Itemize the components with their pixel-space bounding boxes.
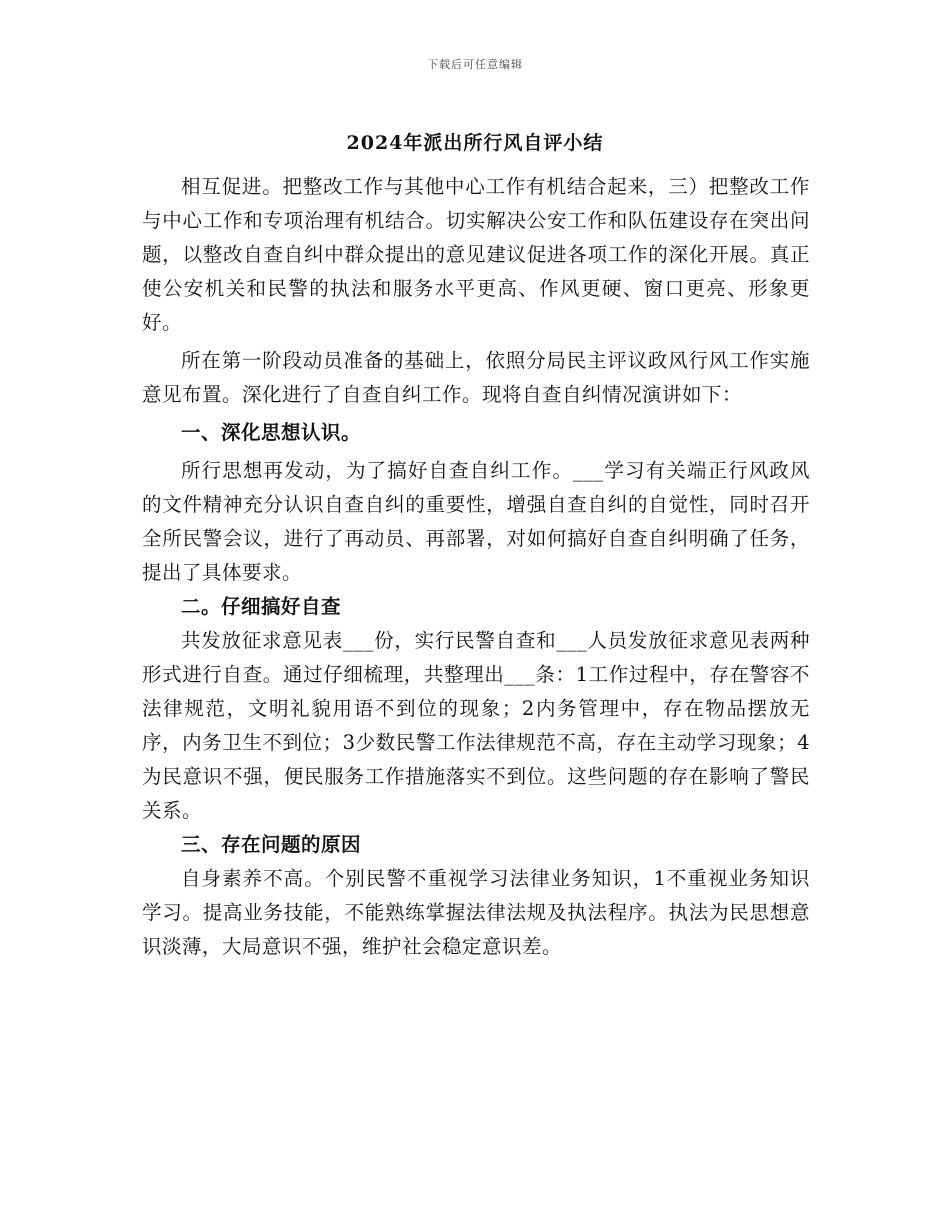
paragraph-section-2: 共发放征求意见表___份，实行民警自查和___人员发放征求意见表两种形式进行自查。通过仔细梳理，共整理出___条：1工作过程中，存在警容不法律规范，文明礼貌用语不到位的现象；2内务管理中，存在物品摆放无序，内务卫生不到位；3少数民警工作法律规范不高，存在主动学习现象；4为民意识不强，便民服务工作措施落实不到位。这些问题的存在影响了警民关系。 — [142, 629, 810, 822]
section-heading-3: 三、存在问题的原因 — [181, 833, 362, 856]
paragraph-section-3: 自身素养不高。个别民警不重视学习法律业务知识，1不重视业务知识学习。提高业务技能，不能熟练掌握法律法规及执法程序。执法为民思想意识淡薄，大局意识不强，维护社会稳定意识差。 — [142, 867, 810, 958]
document-body — [142, 170, 810, 964]
paragraph-self-check-overview: 所在第一阶段动员准备的基础上，依照分局民主评议政风行风工作实施意见布置。深化进行了自查自纠工作。现将自查自纠情况演讲如下： — [142, 349, 810, 406]
paragraph-intro: 相互促进。把整改工作与其他中心工作有机结合起来，三）把整改工作与中心工作和专项治理有机结合。切实解决公安工作和队伍建设存在突出问题，以整改自查自纠中群众提出的意见建议促进各项工作的深化开展。真正使公安机关和民警的执法和服务水平更高、作风更硬、窗口更亮、形象更好。 — [142, 175, 810, 334]
section-heading-2: 二。仔细搞好自查 — [181, 595, 342, 618]
document-title: 2024年派出所行风自评小结 — [346, 132, 604, 154]
paragraph-section-1: 所行思想再发动，为了搞好自查自纠工作。___学习有关端正行风政风的文件精神充分认识自查自纠的重要性，增强自查自纠的自觉性，同时召开全所民警会议，进行了再动员、再部署，对如何搞好自查自纠明确了任务，提出了具体要求。 — [142, 459, 810, 584]
header-note: 下载后可任意编辑 — [427, 58, 523, 71]
section-heading-1: 一、深化思想认识。 — [181, 421, 362, 444]
